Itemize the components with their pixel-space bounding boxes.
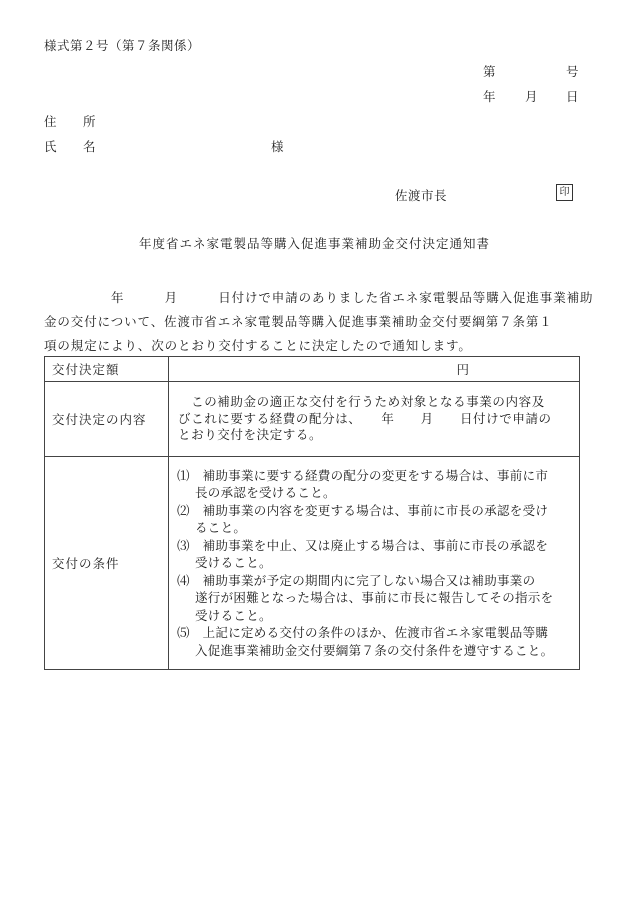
address-label: 住 所 [44,114,97,129]
document-title: 年度省エネ家電製品等購入促進事業補助金交付決定通知書 [139,236,491,251]
body-line: 金の交付について、佐渡市省エネ家電製品等購入促進事業補助金交付要綱第７条第１ [44,314,553,329]
body-paragraph [44,286,594,358]
condition-item: ⑶ 補助事業を中止、又は廃止する場合は、事前に市長の承認を 受けること。 [177,537,549,571]
form-label: 様式第２号（第７条関係） [44,38,201,53]
conditions-label: 交付の条件 [45,457,169,670]
date-year: 年 [483,89,497,104]
body-line: 年 月 日付けで申請のありました省エネ家電製品等購入促進事業補助 [44,290,594,305]
condition-item: ⑴ 補助事業に要する経費の配分の変更をする場合は、事前に市 長の承認を受けること。 [177,467,549,501]
conditions-list [169,457,580,670]
date-month: 月 [525,89,539,104]
condition-item: ⑸ 上記に定める交付の条件のほか、佐渡市省エネ家電製品等購 入促進事業補助金交付要綱第７条の交付条件を遵守すること。 [177,625,554,658]
body-line: 項の規定により、次のとおり交付することに決定したので通知します。 [44,338,472,353]
date-day: 日 [566,89,580,104]
condition-item: ⑵ 補助事業の内容を変更する場合は、事前に市長の承認を受け ること。 [177,502,549,536]
table-row [45,457,580,670]
amount-value: 円 [169,357,580,382]
honorific: 様 [271,139,285,154]
condition-item: ⑷ 補助事業が予定の期間内に完了しない場合又は補助事業の 遂行が困難となった場合は、事前に市長に報告してその指示を 受けること。 [177,572,554,623]
table-row [45,357,580,382]
amount-label: 交付決定額 [45,357,169,382]
table-row [45,382,580,457]
content-value: この補助金の適正な交付を行うため対象となる事業の内容及 びこれに要する経費の配分は、 年 月 日付けで申請の とおり交付を決定する。 [169,382,580,457]
issuer-name: 佐渡市長 [395,188,448,203]
number-suffix: 号 [566,64,580,79]
name-label: 氏 名 [44,139,97,154]
content-label: 交付決定の内容 [45,382,169,457]
decision-table [44,356,580,670]
number-prefix: 第 [483,64,497,79]
seal-mark: 印 [556,184,573,201]
